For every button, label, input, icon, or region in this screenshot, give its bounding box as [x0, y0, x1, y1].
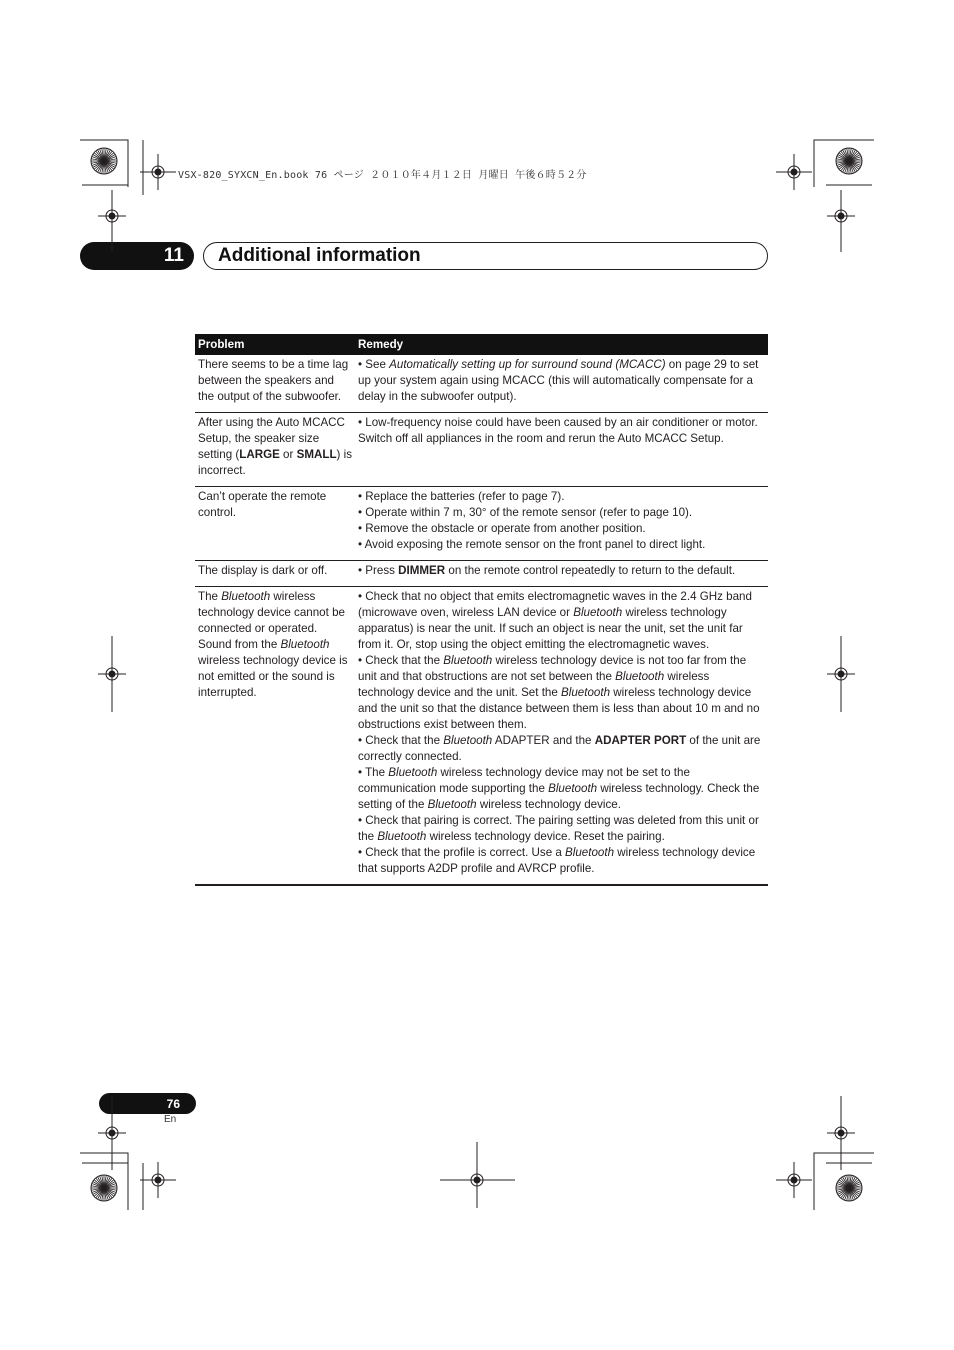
remedy-item: [358, 415, 765, 447]
crosshair-circle: [835, 210, 847, 222]
table-row: [195, 587, 768, 886]
crosshair-circle: [106, 1127, 118, 1139]
chapter-number: 11: [80, 242, 194, 270]
remedy-item: [358, 765, 765, 813]
remedy-item: [358, 505, 765, 521]
remedy-item: [358, 563, 765, 579]
crosshair-circle: [106, 210, 118, 222]
remedy-item: [358, 733, 765, 765]
text-run: wireless technology device cannot be connected or operated. Sound from the: [198, 590, 345, 651]
text-run: There seems to be a time lag between the speakers and the output of the subwoofer.: [198, 358, 349, 403]
italic-term: Automatically setting up for surround sound (MCACC): [389, 358, 666, 371]
italic-term: Bluetooth: [280, 638, 330, 651]
italic-term: Bluetooth: [221, 590, 271, 603]
remedy-item: [358, 489, 765, 505]
text-run: or: [279, 448, 297, 461]
crosshair-dot: [155, 1177, 161, 1183]
crosshair-dot: [474, 1177, 480, 1183]
starburst-mark: [91, 1175, 117, 1201]
crosshair-dot: [109, 213, 115, 219]
crosshair-circle: [835, 1127, 847, 1139]
remedy-item: [358, 813, 765, 845]
crosshair-circle: [788, 1174, 800, 1186]
text-run: wireless technology device and the unit so that the distance between them is less than about 10 m and no obstructions exist between them.: [358, 686, 760, 731]
starburst-mark: [91, 148, 117, 174]
problem-cell: [195, 561, 355, 587]
starburst-mark: [836, 148, 862, 174]
table-row: [195, 487, 768, 561]
text-run: ) is incorrect.: [198, 448, 352, 477]
text-run: • Low-frequency noise could have been caused by an air conditioner or motor. Switch off all appliances in the room and rerun the Auto MCACC Setup.: [358, 416, 758, 445]
crosshair-dot: [838, 213, 844, 219]
italic-term: Bluetooth: [573, 606, 623, 619]
crop-mark: [80, 140, 128, 187]
troubleshooting-table: [195, 334, 768, 886]
text-run: wireless technology device and the unit. Set the: [358, 670, 710, 699]
text-run: wireless technology device is not too far from the unit and that obstructions are not set between the: [358, 654, 747, 683]
column-header-remedy: Remedy: [355, 334, 768, 355]
remedy-item: [358, 589, 765, 653]
crosshair-circle: [152, 1174, 164, 1186]
table-row: [195, 561, 768, 587]
text-run: The: [198, 590, 222, 603]
italic-term: Bluetooth: [565, 846, 615, 859]
starburst-mark: [836, 1175, 862, 1201]
remedy-cell: [355, 487, 768, 561]
problem-cell: [195, 587, 355, 886]
print-header: VSX-820_SYXCN_En.book 76 ページ ２０１０年４月１２日 月曜日 午後６時５２分: [178, 170, 587, 181]
table-row: [195, 355, 768, 413]
text-run: Can’t operate the remote control.: [198, 490, 327, 519]
italic-term: Bluetooth: [427, 798, 477, 811]
remedy-item: [358, 357, 765, 405]
italic-term: Bluetooth: [388, 766, 438, 779]
italic-term: Bluetooth: [561, 686, 611, 699]
text-run: • Check that the profile is correct. Use a: [358, 846, 566, 859]
italic-term: Bluetooth: [548, 782, 598, 795]
remedy-cell: [355, 413, 768, 487]
crosshair-circle: [152, 166, 164, 178]
text-run: • Press: [358, 564, 399, 577]
crosshair-dot: [109, 671, 115, 677]
text-run: on page 29 to set up your system again using MCACC (this will automatically compensate for a delay in the subwoofer output).: [358, 358, 759, 403]
bold-term: SMALL: [296, 448, 337, 461]
text-run: • Replace the batteries (refer to page 7).: [358, 490, 565, 503]
text-run: • The: [358, 766, 389, 779]
crop-mark: [814, 140, 874, 187]
crosshair-dot: [838, 671, 844, 677]
italic-term: Bluetooth: [443, 654, 493, 667]
remedy-cell: [355, 355, 768, 413]
bold-term: ADAPTER PORT: [594, 734, 687, 747]
text-run: After using the Auto MCACC Setup, the speaker size setting (: [198, 416, 345, 461]
text-run: • Operate within 7 m, 30° of the remote sensor (refer to page 10).: [358, 506, 693, 519]
crop-mark: [814, 1153, 874, 1210]
crosshair-circle: [835, 668, 847, 680]
crosshair-dot: [791, 169, 797, 175]
crosshair-circle: [471, 1174, 483, 1186]
text-run: • Check that no object that emits electromagnetic waves in the 2.4 GHz band (microwave oven, wireless LAN device or: [358, 590, 752, 619]
text-run: • Remove the obstacle or operate from another position.: [358, 522, 646, 535]
problem-cell: [195, 413, 355, 487]
bold-term: DIMMER: [398, 564, 446, 577]
text-run: • Check that the: [358, 734, 444, 747]
text-run: • Check that pairing is correct. The pairing setting was deleted from this unit or the: [358, 814, 759, 843]
crosshair-dot: [155, 169, 161, 175]
table-header-row: [195, 334, 768, 355]
remedy-item: [358, 521, 765, 537]
italic-term: Bluetooth: [615, 670, 665, 683]
table-body: [195, 355, 768, 885]
text-run: of the unit are correctly connected.: [358, 734, 761, 763]
crosshair-dot: [838, 1130, 844, 1136]
text-run: • See: [358, 358, 390, 371]
text-run: • Avoid exposing the remote sensor on the front panel to direct light.: [358, 538, 706, 551]
page-number: 76: [99, 1093, 196, 1114]
text-run: on the remote control repeatedly to return to the default.: [445, 564, 736, 577]
crosshair-circle: [788, 166, 800, 178]
text-run: wireless technology apparatus) is near the unit. If such an object is near the unit, set the unit far from it. Or, stop using the object emitting the electromagnetic waves.: [358, 606, 743, 651]
text-run: wireless technology device may not be set to the communication mode supporting the: [358, 766, 690, 795]
crosshair-circle: [106, 668, 118, 680]
text-run: wireless technology. Check the setting of the: [358, 782, 760, 811]
column-header-problem: Problem: [195, 334, 355, 355]
problem-cell: [195, 355, 355, 413]
text-run: wireless technology device.: [476, 798, 621, 811]
crosshair-dot: [109, 1130, 115, 1136]
italic-term: Bluetooth: [443, 734, 493, 747]
remedy-cell: [355, 587, 768, 886]
remedy-item: [358, 537, 765, 553]
page-language: En: [164, 1114, 177, 1125]
bold-term: LARGE: [239, 448, 280, 461]
chapter-title: Additional information: [203, 242, 768, 270]
text-run: wireless technology device is not emitted or the sound is interrupted.: [198, 654, 348, 699]
text-run: wireless technology device. Reset the pairing.: [426, 830, 665, 843]
table-row: [195, 413, 768, 487]
text-run: • Check that the: [358, 654, 444, 667]
crosshair-dot: [791, 1177, 797, 1183]
problem-cell: [195, 487, 355, 561]
text-run: ADAPTER and the: [492, 734, 595, 747]
remedy-cell: [355, 561, 768, 587]
remedy-item: [358, 845, 765, 877]
remedy-item: [358, 653, 765, 733]
text-run: The display is dark or off.: [198, 564, 328, 577]
crop-mark: [80, 1153, 128, 1210]
text-run: wireless technology device that supports A2DP profile and AVRCP profile.: [358, 846, 756, 875]
italic-term: Bluetooth: [377, 830, 427, 843]
